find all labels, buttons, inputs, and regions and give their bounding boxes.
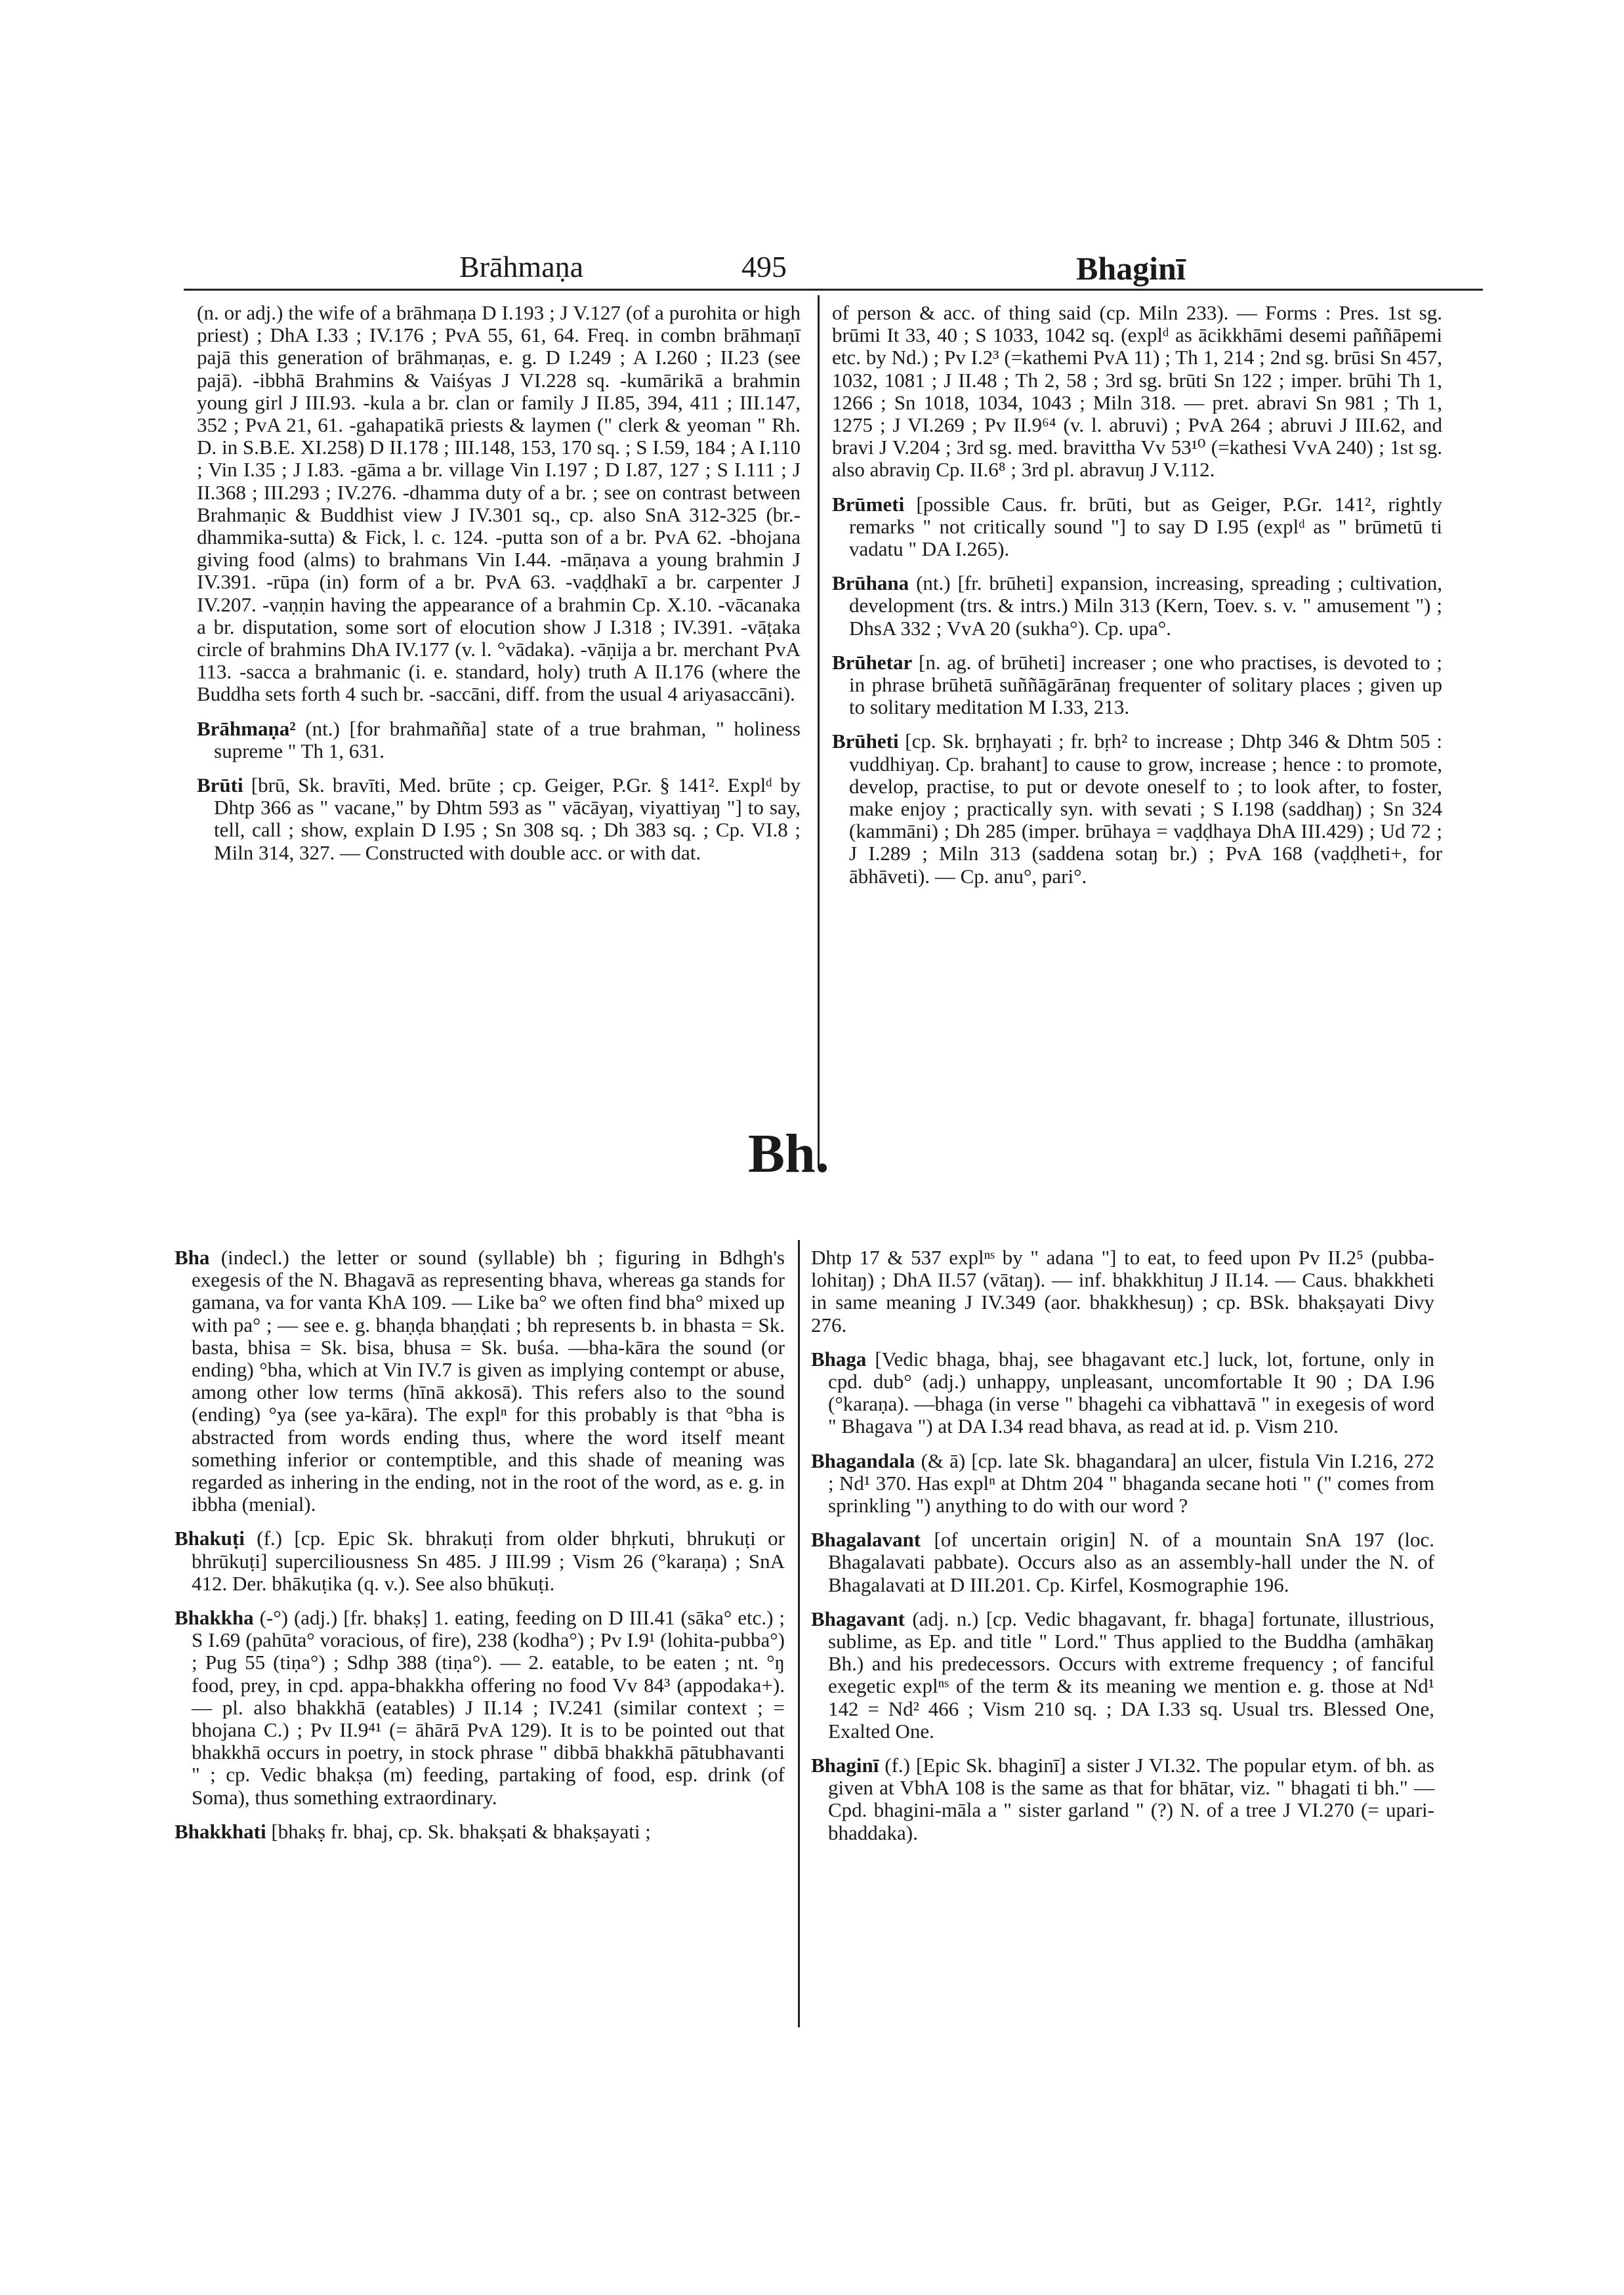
headword: Brūhetar xyxy=(832,650,913,674)
upper-left-column xyxy=(197,302,801,876)
header-right-guide-word: Bhaginī xyxy=(1076,250,1186,287)
header-left-guide-word: Brāhmaṇa xyxy=(459,250,584,283)
section-heading: Bh. xyxy=(748,1123,829,1184)
entry-text: (n. or adj.) the wife of a brāhmaṇa D I.193 ; J V.127 (of a purohita or high priest) ; DhA I.33 ; IV.176 ; PvA 55, 61, 64. Freq. in combn brāhmaṇī pajā this generation of brāhmaṇas, e. g. D I.249 ; A I.260 ; II.23 (see pajā). -ibbhā Brahmins & Vaiśyas J VI.228 sq. -kumārikā a brahmin young girl J III.93. -kula a br. clan or family J II.85, 394, 411 ; III.147, 352 ; PvA 21, 61. -gahapatikā priests & laymen (" clerk & yeoman " Rh. D. in S.B.E. XI.258) D II.178 ; III.148, 153, 170 sq. ; S I.59, 184 ; A I.110 ; Vin I.35 ; J I.83. -gāma a br. village Vin I.197 ; D I.87, 127 ; S I.111 ; J II.368 ; III.293 ; IV.276. -dhamma duty of a br. ; see on contrast between Brahmaṇic & Buddhist view J IV.301 sq., cp. also SnA 312-325 (br.-dhammika-sutta) & Fick, l. c. 124. -putta son of a br. PvA 62. -bhojana giving food (alms) to brahmans Vin I.44. -māṇava a young brahmin J IV.391. -rūpa (in) form of a br. PvA 63. -vaḍḍhakī a br. carpenter J IV.207. -vaṇṇin having the appearance of a brahmin Cp. X.10. -vācanaka a br. disputation, some sort of elocution show J I.318 ; IV.391. -vāṭaka circle of brahmins DhA IV.177 (v. l. °vādaka). -vāṇija a br. merchant PvA 113. -sacca a brahmanic (i. e. standard, holy) truth A II.176 (where the Buddha sets forth 4 such br. -saccāni, diff. from the usual 4 ariyasaccāni). xyxy=(197,301,801,706)
headword: Bhagavant xyxy=(811,1607,905,1630)
entry-text: Dhtp 17 & 537 explⁿˢ by " adana "] to eat, to feed upon Pv II.2⁵ (pubba-lohitaŋ) ; DhA II.57 (vātaŋ). — inf. bhakkhituŋ J II.14. — Caus. bhakkheti in same meaning J IV.349 (aor. bhakkhesuŋ) ; cp. BSk. bhakṣayati Divy 276. xyxy=(811,1246,1434,1336)
headword: Bhaginī xyxy=(811,1754,879,1777)
entry-text: (f.) [cp. Epic Sk. bhrakuṭi from older bhṛkuti, bhrukuṭi or bhrūkuṭi] superciliousness Sn 485. J III.99 ; Vism 26 (°karaṇa) ; SnA 412. Der. bhākuṭika (q. v.). See also bhūkuṭi. xyxy=(192,1527,785,1595)
entry-text: [possible Caus. fr. brūti, but as Geiger, P.Gr. 141², rightly remarks " not critically sound "] to say D I.95 (explᵈ as " brūmetū ti vadatu " DA I.265). xyxy=(849,492,1442,561)
dictionary-entry xyxy=(832,493,1442,561)
dictionary-entry xyxy=(197,718,801,762)
dictionary-entry xyxy=(811,1450,1434,1518)
dictionary-entry xyxy=(175,1607,785,1809)
dictionary-entry xyxy=(811,1608,1434,1743)
dictionary-entry xyxy=(175,1247,785,1516)
headword: Brāhmaṇa² xyxy=(197,716,296,740)
entry-text: (& ā) [cp. late Sk. bhagandara] an ulcer, fistula Vin I.216, 272 ; Nd¹ 370. Has explⁿ at Dhtm 204 " bhaganda secane hoti " (" comes from sprinkling ") anything to do with our word ? xyxy=(828,1449,1434,1518)
page-header xyxy=(184,249,1483,291)
dictionary-entry xyxy=(832,651,1442,719)
entry-text: [cp. Sk. bṛŋhayati ; fr. bṛh² to increase ; Dhtp 346 & Dhtm 505 : vuddhiyaŋ. Cp. brahant] to cause to grow, increase ; hence : to promote, develop, practise, to put or devote oneself to ; to look after, to foster, make enjoy ; practically syn. with sevati ; S I.198 (saddhaŋ) ; Sn 324 (kammāni) ; Dh 285 (imper. brūhaya = vaḍḍhaya DhA III.429) ; Ud 72 ; J I.289 ; Miln 313 (saddena sotaŋ br.) ; PvA 168 (vaḍḍheti+, for ābhāveti). — Cp. anu°, pari°. xyxy=(849,730,1442,888)
headword: Brūti xyxy=(197,774,243,797)
headword: Brūheti xyxy=(832,730,899,753)
dictionary-entry xyxy=(832,730,1442,887)
entry-text: (indecl.) the letter or sound (syllable) bh ; figuring in Bdhgh's exegesis of the N. Bhagavā as representing bhava, whereas ga stands for gamana, va for vanta KhA 109. — Like ba° we often find bha° mixed up with pa° ; — see e. g. bhaṇḍa bhaṇḍati ; bh represents b. in bhasta = Sk. basta, bhisa = Sk. bisa, bhusa = Sk. buśa. —bha-kāra the sound (or ending) °bha, which at Vin IV.7 is given as implying contempt or abuse, among other low terms (hīnā akkosā). This refers also to the sound (ending) °ya (see ya-kāra). The explⁿ for this probably is that °bha is abstracted from words ending thus, where the word itself meant something inferior or contemptible, and this shade of meaning was regarded as inhering in the ending, not in the root of the word, as e. g. in ibbha (menial). xyxy=(192,1246,785,1516)
entry-text: (nt.) [for brahmañña] state of a true brahman, " holiness supreme " Th 1, 631. xyxy=(214,716,801,762)
entry-text: (nt.) [fr. brūheti] expansion, increasing, spreading ; cultivation, development (trs. & intrs.) Miln 313 (Kern, Toev. s. v. " amusement ") ; DhsA 332 ; VvA 20 (sukha°). Cp. upa°. xyxy=(849,571,1442,640)
headword: Bhakkha xyxy=(175,1606,254,1630)
entry-text: [n. ag. of brūheti] increaser ; one who practises, is devoted to ; in phrase brūhetā suññāgārānaŋ frequenter of solitary places ; given up to solitary meditation M I.33, 213. xyxy=(849,650,1442,719)
dictionary-entry xyxy=(175,1527,785,1595)
page-number: 495 xyxy=(741,250,787,283)
entry-text: (adj. n.) [cp. Vedic bhagavant, fr. bhaga] fortunate, illustrious, sublime, as Ep. and title " Lord." Thus applied to the Buddha (amhākaŋ Bh.) and his predecessors. Occurs with extreme frequency ; of fanciful exegetic explⁿˢ of the term & its meaning we mention e. g. those at Nd¹ 142 = Nd² 466 ; Vism 210 sq. ; DA I.33 sq. Usual trs. Blessed One, Exalted One. xyxy=(828,1607,1434,1743)
headword: Bha xyxy=(175,1246,210,1269)
headword: Bhagalavant xyxy=(811,1528,921,1552)
headword: Bhakkhati xyxy=(175,1819,266,1843)
dictionary-entry xyxy=(811,1529,1434,1596)
entry-text: (f.) [Epic Sk. bhaginī] a sister J VI.32. The popular etym. of bh. as given at VbhA 108 is the same as that for bhātar, viz. " bhagati ti bh." — Cpd. bhagini-māla a " sister garland " (?) N. of a tree J VI.270 (= upari-bhaddaka). xyxy=(828,1754,1434,1844)
dictionary-entry xyxy=(175,1821,785,1843)
dictionary-entry xyxy=(197,774,801,864)
entry-text: [brū, Sk. bravīti, Med. brūte ; cp. Geiger, P.Gr. § 141². Explᵈ by Dhtp 366 as " vacane," by Dhtm 593 as " vācāyaŋ, viyattiyaŋ "] to say, tell, call ; show, explain D I.95 ; Sn 308 sq. ; Dh 383 sq. ; Cp. VI.8 ; Miln 314, 327. — Constructed with double acc. or with dat. xyxy=(214,774,801,864)
entry-continuation xyxy=(832,302,1442,482)
headword: Bhaga xyxy=(811,1347,867,1371)
dictionary-entry xyxy=(811,1754,1434,1844)
lower-right-column xyxy=(811,1247,1434,1856)
lower-column-divider xyxy=(798,1240,800,2027)
entry-text: (-°) (adj.) [fr. bhakṣ] 1. eating, feeding on D III.41 (sāka° etc.) ; S I.69 (pahūta° voracious, of fire), 238 (kodha°) ; Pv I.9¹ (lohita-pubba°) ; Pug 55 (tiṇa°) ; Sdhp 388 (tiṇa°). — 2. eatable, to be eaten ; nt. °ŋ food, prey, in cpd. appa-bhakkha offering no food Vv 84³ (appodaka+). — pl. also bhakkhā (eatables) J II.14 ; IV.241 (similar context ; = bhojana C.) ; Pv II.9⁴¹ (= āhārā PvA 129). It is to be pointed out that bhakkhā occurs in poetry, in stock phrase " dibbā bhakkhā pātubhavanti " ; cp. Vedic bhakṣa (m) feeding, partaking of food, esp. drink (of Soma), thus something extraordinary. xyxy=(192,1606,785,1809)
dictionary-entry xyxy=(811,1348,1434,1438)
upper-right-column xyxy=(832,302,1442,899)
entry-text: [of uncertain origin] N. of a mountain SnA 197 (loc. Bhagalavati pabbate). Occurs also as an assembly-hall under the N. of Bhagalavati at D III.201. Cp. Kirfel, Kosmographie 196. xyxy=(828,1528,1434,1596)
headword: Bhagandala xyxy=(811,1449,915,1472)
dictionary-entry xyxy=(832,572,1442,640)
entry-text: of person & acc. of thing said (cp. Miln 233). — Forms : Pres. 1st sg. brūmi It 33, 40 ; S 1033, 1042 sq. (explᵈ as ācikkhāmi desemi paññāpemi etc. by Nd.) ; Pv I.2³ (=kathemi PvA 11) ; Th 1, 214 ; 2nd sg. brūsi Sn 457, 1032, 1081 ; J II.48 ; Th 2, 58 ; 3rd sg. brūti Sn 122 ; imper. brūhi Th 1, 1266 ; Sn 1018, 1034, 1043 ; Miln 318. — pret. abravi Sn 981 ; Th 1, 1275 ; J VI.269 ; Pv II.9⁶⁴ (v. l. abruvi) ; PvA 264 ; abruvi J III.62, and bravi J V.204 ; 3rd sg. med. bravittha Vv 53¹⁰ (=kathesi VvA 240) ; 1st sg. also abraviŋ Cp. II.6⁸ ; 3rd pl. abravuŋ J V.112. xyxy=(832,301,1442,482)
headword: Brūmeti xyxy=(832,492,905,516)
entry-text: [Vedic bhaga, bhaj, see bhagavant etc.] luck, lot, fortune, only in cpd. dub° (adj.) unhappy, unpleasant, uncomfortable It 90 ; DA I.96 (°karaṇa). —bhaga (in verse " bhagehi ca vibhattavā " in exegesis of word " Bhagava ") at DA I.34 read bhava, as read at id. p. Vism 210. xyxy=(828,1347,1434,1438)
headword: Bhakuṭi xyxy=(175,1527,245,1550)
entry-text: [bhakṣ fr. bhaj, cp. Sk. bhakṣati & bhakṣayati ; xyxy=(266,1819,651,1843)
headword: Brūhana xyxy=(832,571,909,595)
entry-continuation xyxy=(197,302,801,706)
entry-continuation xyxy=(811,1247,1434,1336)
lower-left-column xyxy=(175,1247,785,1855)
upper-column-divider xyxy=(818,295,820,1168)
